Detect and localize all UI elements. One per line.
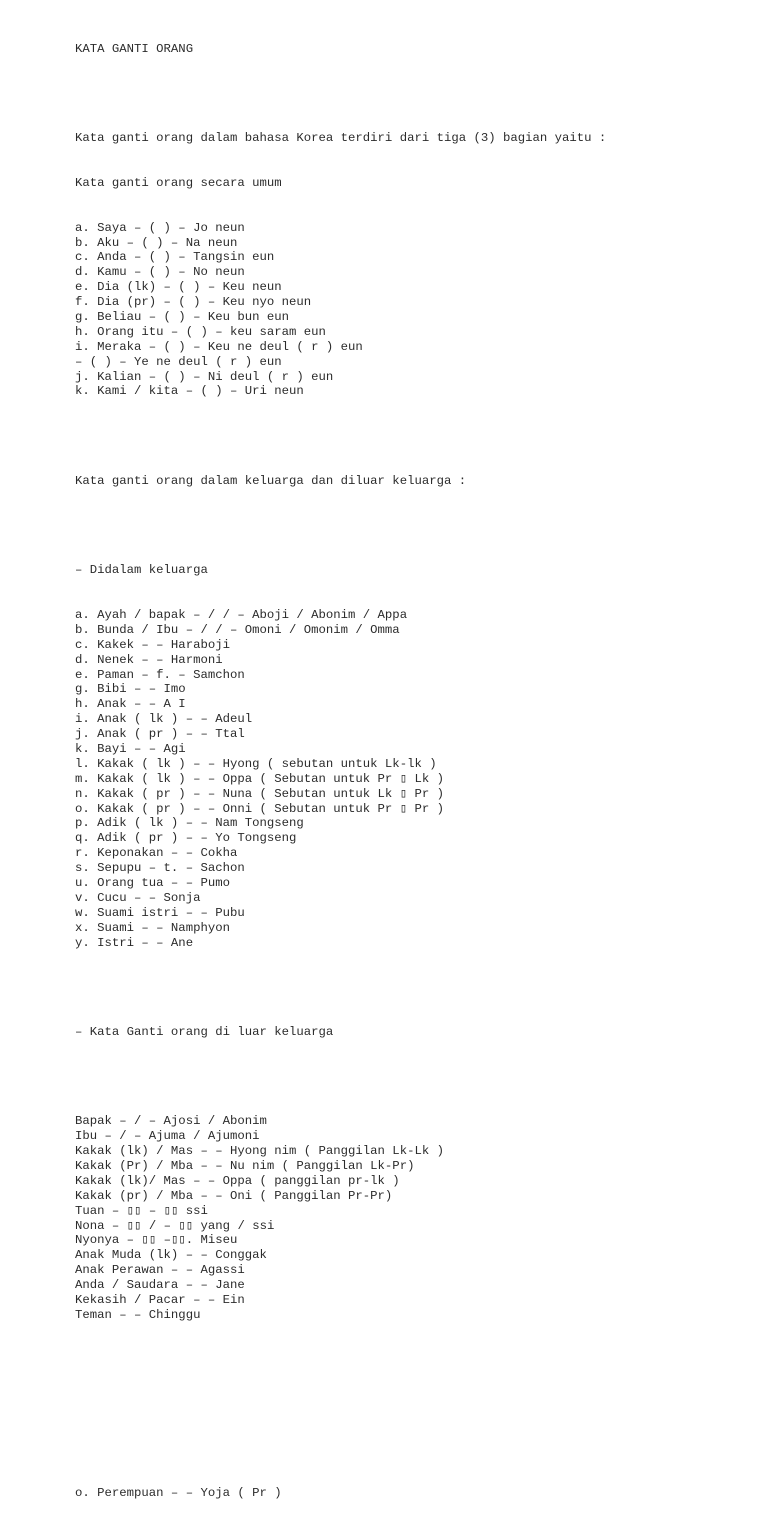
intro-paragraph: Kata ganti orang dalam bahasa Korea terdiri dari tiga (3) bagian yaitu : — [75, 131, 607, 146]
list-item-dalam: p. Adik ( lk ) – – Nam Tongseng — [75, 816, 304, 831]
spacer — [75, 87, 755, 102]
list-item-luar: Kakak (pr) / Mba – – Oni ( Panggilan Pr-Pr) — [75, 1188, 393, 1203]
keluarga-intro: Kata ganti orang dalam keluarga dan diluar keluarga : — [75, 473, 467, 488]
umum-list — [75, 221, 755, 400]
list-item-luar: Nyonya – ▯▯ –▯▯. Miseu — [75, 1233, 238, 1248]
list-item-dalam: e. Paman – f. – Samchon — [75, 667, 245, 682]
list-item-umum: a. Saya – ( ) – Jo neun — [75, 220, 245, 235]
list-item-dalam: d. Nenek – – Harmoni — [75, 652, 223, 667]
list-item-umum: b. Aku – ( ) – Na neun — [75, 235, 238, 250]
section-luar-heading: – Kata Ganti orang di luar keluarga — [75, 1024, 334, 1039]
list-item-luar: Kekasih / Pacar – – Ein — [75, 1293, 245, 1308]
list-item-dalam: h. Anak – – A I — [75, 697, 186, 712]
list-item-luar: Anda / Saudara – – Jane — [75, 1278, 245, 1293]
list-item-dalam: i. Anak ( lk ) – – Adeul — [75, 712, 253, 727]
footer-line: o. Perempuan – – Yoja ( Pr ) — [75, 1486, 282, 1501]
list-item-umum: h. Orang itu – ( ) – keu saram eun — [75, 324, 326, 339]
document-title: KATA GANTI ORANG — [75, 41, 194, 56]
list-item-luar: Nona – ▯▯ / – ▯▯ yang / ssi — [75, 1218, 275, 1233]
list-item-luar: Anak Perawan – – Agassi — [75, 1263, 245, 1278]
list-item-dalam: s. Sepupu – t. – Sachon — [75, 861, 245, 876]
list-item-dalam: q. Adik ( pr ) – – Yo Tongseng — [75, 831, 297, 846]
list-item-dalam: w. Suami istri – – Pubu — [75, 905, 245, 920]
list-item-dalam: l. Kakak ( lk ) – – Hyong ( sebutan untuk Lk-lk ) — [75, 756, 437, 771]
list-item-luar: Bapak – / – Ajosi / Abonim — [75, 1114, 267, 1129]
list-item-dalam: j. Anak ( pr ) – – Ttal — [75, 727, 245, 742]
list-item-umum: c. Anda – ( ) – Tangsin eun — [75, 250, 275, 265]
section-dalam-heading: – Didalam keluarga — [75, 563, 208, 578]
list-item-dalam: c. Kakek – – Haraboji — [75, 637, 230, 652]
list-item-umum: j. Kalian – ( ) – Ni deul ( r ) eun — [75, 369, 334, 384]
list-item-dalam: y. Istri – – Ane — [75, 935, 194, 950]
list-item-umum: e. Dia (lk) – ( ) – Keu neun — [75, 280, 282, 295]
list-item-umum: g. Beliau – ( ) – Keu bun eun — [75, 309, 290, 324]
list-item-umum: k. Kami / kita – ( ) – Uri neun — [75, 384, 304, 399]
spacer — [75, 519, 755, 534]
spacer — [75, 1070, 755, 1085]
spacer — [75, 1353, 755, 1457]
luar-list — [75, 1114, 755, 1322]
list-item-dalam: g. Bibi – – Imo — [75, 682, 186, 697]
list-item-dalam: u. Orang tua – – Pumo — [75, 875, 230, 890]
section-umum-heading: Kata ganti orang secara umum — [75, 175, 282, 190]
dalam-list — [75, 608, 755, 950]
spacer — [75, 429, 755, 444]
list-item-dalam: a. Ayah / bapak – / / – Aboji / Abonim / Appa — [75, 607, 408, 622]
list-item-dalam: x. Suami – – Namphyon — [75, 920, 230, 935]
list-item-umum: – ( ) – Ye ne deul ( r ) eun — [75, 354, 282, 369]
list-item-dalam: v. Cucu – – Sonja — [75, 890, 201, 905]
list-item-luar: Teman – – Chinggu — [75, 1307, 201, 1322]
list-item-luar: Ibu – / – Ajuma / Ajumoni — [75, 1129, 260, 1144]
list-item-dalam: n. Kakak ( pr ) – – Nuna ( Sebutan untuk Lk ▯ Pr ) — [75, 786, 444, 801]
document-body — [75, 12, 755, 1516]
list-item-umum: f. Dia (pr) – ( ) – Keu nyo neun — [75, 295, 312, 310]
list-item-dalam: m. Kakak ( lk ) – – Oppa ( Sebutan untuk Pr ▯ Lk ) — [75, 771, 444, 786]
list-item-umum: i. Meraka – ( ) – Keu ne deul ( r ) eun — [75, 339, 363, 354]
list-item-luar: Kakak (Pr) / Mba – – Nu nim ( Panggilan Lk-Pr) — [75, 1159, 415, 1174]
list-item-luar: Kakak (lk)/ Mas – – Oppa ( panggilan pr-lk ) — [75, 1173, 400, 1188]
list-item-luar: Anak Muda (lk) – – Conggak — [75, 1248, 267, 1263]
list-item-luar: Tuan – ▯▯ – ▯▯ ssi — [75, 1203, 208, 1218]
list-item-umum: d. Kamu – ( ) – No neun — [75, 265, 245, 280]
list-item-luar: Kakak (lk) / Mas – – Hyong nim ( Panggilan Lk-Lk ) — [75, 1144, 444, 1159]
list-item-dalam: b. Bunda / Ibu – / / – Omoni / Omonim / Omma — [75, 622, 400, 637]
list-item-dalam: r. Keponakan – – Cokha — [75, 846, 238, 861]
list-item-dalam: o. Kakak ( pr ) – – Onni ( Sebutan untuk Pr ▯ Pr ) — [75, 801, 444, 816]
spacer — [75, 980, 755, 995]
list-item-dalam: k. Bayi – – Agi — [75, 741, 186, 756]
